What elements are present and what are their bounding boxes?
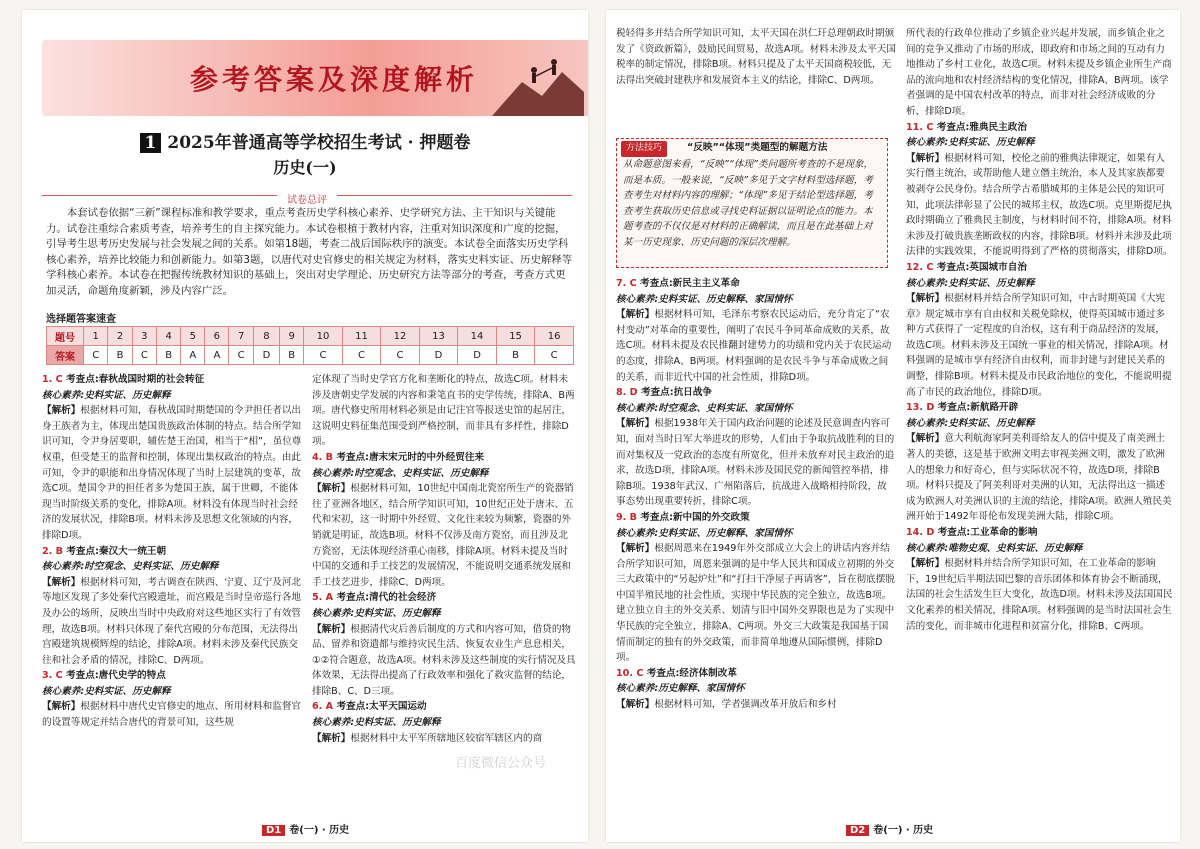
analysis-paragraph <box>312 481 576 590</box>
method-tip-box <box>616 138 888 268</box>
answer-cell: C <box>304 346 343 365</box>
question-answer: 2. B <box>42 545 63 557</box>
question-header <box>616 510 896 526</box>
question-answer: 12. C <box>906 261 934 273</box>
analysis-label: 【解析】 <box>312 623 351 635</box>
core-literacy: 核心素养:史料实证、历史解释、家国情怀 <box>616 293 793 305</box>
exam-point: 考查点:抗日战争 <box>640 387 712 399</box>
answer-table <box>46 326 574 365</box>
question-answer: 4. B <box>312 451 333 463</box>
question-answer: 5. A <box>312 592 334 604</box>
analysis-label: 【解析】 <box>616 309 655 321</box>
core-literacy: 核心素养:史料实证、历史解释 <box>42 389 171 401</box>
analysis-paragraph <box>312 372 576 450</box>
question-number-cell: 1 <box>84 327 108 346</box>
analysis-label: 【解析】 <box>312 483 351 495</box>
exam-point: 考查点:雅典民主政治 <box>936 121 1027 133</box>
exam-point: 考查点:春秋战国时期的社会转征 <box>66 374 205 385</box>
analysis-paragraph <box>906 291 1174 400</box>
core-literacy: 核心素养:史料实证、历史解释、家国情怀 <box>616 527 793 539</box>
question-answer: 11. C <box>906 121 934 133</box>
question-answer: 7. C <box>616 278 637 289</box>
page-footer-right <box>846 821 933 836</box>
question-number-cell: 4 <box>157 327 181 346</box>
exam-point: 考查点:工业革命的影响 <box>937 527 1038 538</box>
page-tag: D1 <box>262 825 285 836</box>
tip-body: 从命题意图来看，“反映”“体现”类问题所考查的不是现象，而是本质。一般来说，“反映”多见于文字材料型选择题，考查考生对材料内容的理解；“体现”多见于结论型选择题，考查考生获取历史信息或寻找史料证据以证明论点的能力。本题考查的不仅仅是对材料的正确解读，而且是在此基础上对某一历史现象、历史问题的深层次理解。 <box>623 159 874 248</box>
page-tag: D2 <box>846 825 869 836</box>
question-header <box>616 276 896 292</box>
answer-cell: B <box>280 346 304 365</box>
core-literacy: 核心素养:历史解释、家国情怀 <box>616 683 745 695</box>
answer-cell: D <box>253 346 279 365</box>
question-number-cell: 11 <box>342 327 381 346</box>
footer-text: 卷(一) · 历史 <box>873 825 934 836</box>
analysis-paragraph <box>906 151 1174 260</box>
question-header <box>312 699 576 715</box>
question-header <box>906 525 1174 541</box>
answer-cell: C <box>342 346 381 365</box>
right-column-1-top <box>616 26 896 88</box>
answer-cell: C <box>229 346 253 365</box>
subject-title: 历史(一) <box>273 158 337 177</box>
analysis-text: 定体现了当时史学官方化和垄断化的特点，故选C项。材料未涉及唐朝史学发展的内容和秉笔直书的史学传统，排除A、B两项。唐代修史所用材料必须是由记注官等报送史馆的起居注，这说明史料征集范围受到严格控制，而非具有多样性，排除D项。 <box>312 374 575 448</box>
analysis-text: 根据材料可知，考古调查在陕西、宁夏、辽宁及河北等地区发现了多处秦代宫殿遗址，而宫殿是当时皇帝巡行各地及办公的场所，反映出当时中央政府对这些地区实行了有效管理，故选B项。材料只体现了秦代宫殿的分布范围，无法得出宫殿建筑规模辉煌的结论，排除A项。材料未涉及秦代民族交往和社会矛盾的情况，排除C、D两项。 <box>42 576 302 666</box>
exam-number: 1 <box>140 133 162 153</box>
question-header <box>906 120 1174 136</box>
question-number-cell: 15 <box>496 327 535 346</box>
answer-cell: C <box>535 346 574 365</box>
question-number-cell: 5 <box>181 327 205 346</box>
question-answer: 1. C <box>42 374 63 385</box>
answer-cell: A <box>181 346 205 365</box>
question-header <box>312 450 576 466</box>
analysis-text: 根据材料可知，10世纪中国南北瓷窑所生产的瓷器销往了亚洲各地区，结合所学知识可知，10世纪正处于唐末、五代和宋初，这一时期中外经贸、文化往来较为频繁，瓷器的外销就是明证，故选B项。材料不仅涉及南方瓷窑，而且涉及北方瓷窑，无法体现经济重心南移，排除A项。材料未提及当时中国的交通和手工技艺的发展情况，不能说明交通系统发展和手工技艺进步，排除C、D两项。 <box>312 483 574 588</box>
analysis-paragraph <box>616 541 896 666</box>
question-number-label: 题号 <box>47 327 84 346</box>
analysis-paragraph <box>42 403 304 543</box>
page-footer-left <box>262 821 349 836</box>
banner-title: 参考答案及深度解析 <box>190 63 479 96</box>
answer-cell: D <box>419 346 458 365</box>
watermark-text: 百度微信公众号 <box>455 756 547 771</box>
analysis-label: 【解析】 <box>906 558 945 570</box>
exam-title <box>22 128 588 153</box>
core-literacy: 核心素养:时空观念、史料实证、历史解释 <box>42 561 219 573</box>
question-header <box>616 385 896 401</box>
exam-point: 考查点:唐末宋元时的中外经贸往来 <box>336 451 485 463</box>
summary-paragraph: 本套试卷依据“三新”课程标准和教学要求，重点考查历史学科核心素养、史学研究方法、主干知识与关键能力。试卷注重综合素质考查，培养考生的自主探究能力。本试卷根植于教材内容，注重对知识深度和广度的挖掘，引导考生思考历史发展与社会发展之间的关系。如第18题，考查二战后国际秩序的演变。本试卷全面落实历史学科核心素养，培养比较能力和创新能力。如第3题，以唐代对史官修史的相关规定为材料，落实史料实证、历史解释等学科核心素养。本试卷在把握传统教材知识的基础上，突出对史学理论、历史研究方法等部分的考查，考查方式更加灵活，命题角度新颖，涉及内容广泛。 <box>46 207 573 297</box>
left-page <box>22 10 588 842</box>
answer-cell: B <box>157 346 181 365</box>
analysis-text: 根据材料可知，校伦之前的雅典法律规定，如果有人实行僭主统治，或帮助他人建立僭主统治，本人及其家族都要被剥夺公民身份。结合所学古希腊城邦的主体是公民的知识可知，此项法律彰显了公民的城邦主权，故选C项。克里斯提尼执政时期确立了雅典民主制度，与材料时间不符，排除A项。材料未涉及打破贵族垄断政权的内容，排除B项。材料并未涉及此项法律的实践效果，不能说明得到了严格的贯彻落实，排除D项。 <box>906 152 1173 258</box>
analysis-label: 【解析】 <box>42 701 81 713</box>
analysis-label: 【解析】 <box>312 732 351 744</box>
analysis-text: 根据材料中太平军所辖地区较宿军辖区内的商 <box>350 732 543 744</box>
exam-point: 考查点:英国城市自治 <box>936 261 1027 273</box>
analysis-text: 根据材料并结合所学知识可知，在工业革命的影响下，19世纪后半期法国巴黎的音乐团体和体育协会不断涌现，法国的社会生活发生巨大变化，故选D项。材料未涉及法国国民文化素养的相关情况，排除A项。材料强调的是当时法国社会生活的变化，而非城市化进程和贫富分化，排除B、C两项。 <box>906 558 1173 632</box>
exam-point: 考查点:清代的社会经济 <box>336 592 437 604</box>
right-column-2 <box>906 26 1174 634</box>
question-header <box>42 372 304 388</box>
core-literacy: 核心素养:史料实证、历史解释 <box>906 417 1035 429</box>
exam-point: 考查点:新民主主义革命 <box>640 278 740 289</box>
question-answer: 9. B <box>616 511 637 523</box>
question-number-cell: 7 <box>229 327 253 346</box>
analysis-paragraph <box>616 697 896 713</box>
analysis-label: 【解析】 <box>906 293 945 305</box>
answer-label: 答案 <box>47 346 84 365</box>
analysis-label: 【解析】 <box>906 433 945 445</box>
analysis-label: 【解析】 <box>616 543 655 555</box>
analysis-paragraph <box>906 26 1174 120</box>
question-answer: 14. D <box>906 527 935 538</box>
question-header <box>616 666 896 682</box>
question-number-cell: 9 <box>280 327 304 346</box>
analysis-label: 【解析】 <box>906 152 945 164</box>
question-number-cell: 6 <box>205 327 229 346</box>
answer-cell: B <box>496 346 535 365</box>
summary-heading <box>42 188 572 206</box>
question-header <box>312 590 576 606</box>
analysis-text: 税轻得多并结合所学知识可知，太平天国在洪仁玕总理朝政时期颁发了《资政新篇》，鼓励民间贸易，故选A项。材料未涉及太平天国税率的制定情况，排除B项。材料只提及了太平天国商税较低，无法得出突破封建秩序和发展资本主义的结论，排除C、D两项。 <box>616 28 896 86</box>
analysis-paragraph <box>616 307 896 385</box>
core-literacy: 核心素养:史料实证、历史解释 <box>906 137 1035 149</box>
answer-cell: C <box>84 346 108 365</box>
analysis-paragraph <box>616 26 896 88</box>
right-page <box>606 10 1180 842</box>
analysis-text: 所代表的行政单位推动了乡镇企业兴起并发展，而乡镇企业之间的竞争又推动了市场的形成，即政府和市场之间的互动有力地推动了乡村工业化，故选C项。材料未提及乡镇企业所生产商品的流向地和农村经济结构的变化情况，排除A、B两项。该学者强调的是中国农村改革的特点，而非对社会经济成败的分析，排除D项。 <box>906 28 1172 117</box>
analysis-label: 【解析】 <box>42 576 81 588</box>
analysis-text: 根据周恩来在1949年外交部成立大会上的讲话内容并结合所学知识可知，周恩来强调的是中华人民共和国成立初期的外交三大政策中的“另起炉灶”和“打扫干净屋子再请客”，旨在彻底摆脱中国半殖民地的社会性质，实现中华民族的完全独立，故选B项。建立独立自主的外交关系、划清与旧中国外交界限也是为了实现中华民族的完全独立，排除A、C两项。外交三大政策是我国基于国情而制定的独有的外交政策，而非简单地遵从国际惯例，排除D项。 <box>616 543 895 664</box>
core-literacy: 核心素养:史料实证、历史解释 <box>42 685 171 697</box>
exam-point: 考查点:新中国的外交政策 <box>640 511 750 523</box>
analysis-paragraph <box>906 556 1174 634</box>
left-column-2 <box>312 372 576 746</box>
analysis-paragraph <box>906 431 1174 525</box>
answer-cell: B <box>108 346 132 365</box>
question-number-cell: 3 <box>132 327 156 346</box>
analysis-text: 根据1938年关于国内政治问题的论述及民意调查内容可知，面对当时日军大举进攻的形势，人们由于争取抗战胜利的目的而对集权及一党政治的态度有所宽化，但并未放弃对民主政治的追求，故选D项，排除A项。材料未涉及国民党的新闻管控举措，排除B项。1938年武汉、广州陷落后，抗战进入战略相持阶段，故事态势出现重要转折，排除C项。 <box>616 418 895 508</box>
analysis-text: 意大利航海家阿美利哥给友人的信中提及了南美洲土著人的美德，这是基于欧洲文明去审视美洲文明，激发了欧洲人的想象力和好奇心，但与实际状况不符，故选D项，排除B项。材料只提及了阿美利哥对美洲的认知，无法得出这一描述成为欧洲人对美洲认识的主流的结论，排除A项。欧洲人殖民美洲开始于1492年哥伦布发现美洲大陆，排除C项。 <box>906 433 1172 523</box>
analysis-text: 根据材料可知，学者强调改革开放后和乡村 <box>654 699 837 711</box>
analysis-text: 根据材料可知，毛泽东考察农民运动后，充分肯定了“农村变动”对革命的重要性，阐明了农民斗争同革命成败的关系，故选C项。材料未提及农民推翻封建势力的功绩和党内关于农民运动的态度，排除A、B两项。材料强调的是农民斗争与革命成败之间的关系，而非近代中国的社会性质，排除D项。 <box>616 309 892 383</box>
answer-cell: D <box>458 346 497 365</box>
question-header <box>42 668 304 684</box>
question-number-cell: 14 <box>458 327 497 346</box>
analysis-paragraph <box>42 575 304 669</box>
core-literacy: 核心素养:时空观念、史料实证、家国情怀 <box>616 402 793 414</box>
question-number-cell: 12 <box>381 327 420 346</box>
answer-cell: C <box>381 346 420 365</box>
exam-point: 考查点:秦汉大一统王朝 <box>66 545 167 557</box>
exam-point: 考查点:唐代史学的特点 <box>66 670 166 682</box>
question-number-cell: 13 <box>419 327 458 346</box>
question-answer: 13. D <box>906 402 935 414</box>
analysis-label: 【解析】 <box>616 699 655 711</box>
question-number-cell: 8 <box>253 327 279 346</box>
exam-point: 考查点:经济体制改革 <box>646 667 737 679</box>
core-literacy: 核心素养:史料实证、历史解释 <box>312 607 441 619</box>
tip-title: “反映”“体现”类题型的解题方法 <box>687 142 828 153</box>
analysis-text: 根据材料并结合所学知识可知，中古时期英国《大宪章》规定城市享有自由权和关税免除权，使得英国城市通过多种方式获得了一定程度的自治权，这有利于商品经济的发展，故选C项。材料未涉及王国统一事业的相关情况，排除A项。材料强调的是城市享有经济自由权利，而非封建与封建民关系的调整，排除B项。材料未提及市民政治地位的变化，不能说明提高了市民的政治地位，排除D项。 <box>906 293 1172 398</box>
question-answer: 3. C <box>42 670 63 682</box>
climbers-illustration <box>492 52 584 116</box>
question-header <box>42 544 304 560</box>
analysis-paragraph <box>42 699 304 730</box>
core-literacy: 核心素养:史料实证、历史解释 <box>312 717 441 729</box>
footer-text: 卷(一) · 历史 <box>289 825 350 836</box>
analysis-paragraph <box>312 622 576 700</box>
question-header <box>906 260 1174 276</box>
question-answer: 8. D <box>616 387 638 399</box>
summary-heading-label: 试卷总评 <box>277 191 337 206</box>
answer-banner <box>42 40 588 116</box>
analysis-paragraph <box>312 731 576 747</box>
exam-point: 考查点:太平天国运动 <box>336 701 427 713</box>
question-answer: 10. C <box>616 667 644 679</box>
analysis-text: 根据材料可知，春秋战国时期楚国的令尹担任者以出身王族者为主，体现出楚国贵族政治体制的特点。结合所学知识可知，令尹身居要职，辅佐楚王治国，相当于“相”，虽位尊权重，但受楚王的监督和控制，体现出集权政治的特点。由此可知，令尹的职能和出身情况体现了当时上层建筑的变革，故选C项。楚国令尹的担任者多为楚国王族，属于世卿，不能体现当时阶级关系的变化，排除A项。材料没有体现当时社会经济的发展状况，排除B项。材料未涉及思想文化领域的内容，排除D项。 <box>42 405 302 541</box>
analysis-paragraph <box>616 416 896 510</box>
right-column-1 <box>616 276 896 713</box>
left-column-1 <box>42 372 304 731</box>
question-number-cell: 10 <box>304 327 343 346</box>
analysis-label: 【解析】 <box>42 405 81 417</box>
answer-table-title: 选择题答案速查 <box>46 314 116 325</box>
answer-cell: A <box>205 346 229 365</box>
question-answer: 6. A <box>312 701 334 713</box>
analysis-label: 【解析】 <box>616 418 655 430</box>
analysis-text: 根据清代灾后善后制度的方式和内容可知，借贷的物品、留养和资遣都与维持灾民生活、恢复农业生产息息相关，①②符合题意，故选A项。材料未涉及这些制度的实行情况及具体效果，无法得出提高了行政效率和强化了救灾监督的结论，排除B、C、D三项。 <box>312 623 576 697</box>
tip-badge: 方法技巧 <box>621 141 667 157</box>
analysis-text: 根据材料中唐代史官修史的地点、所用材料和监督官的设置等规定并结合唐代的背景可知，这些规 <box>42 701 302 729</box>
question-header <box>906 400 1174 416</box>
core-literacy: 核心素养:史料实证、历史解释 <box>906 277 1035 289</box>
answer-cell: C <box>132 346 156 365</box>
question-number-cell: 16 <box>535 327 574 346</box>
question-number-cell: 2 <box>108 327 132 346</box>
exam-title-text: 2025年普通高等学校招生考试 · 押题卷 <box>167 133 471 153</box>
core-literacy: 核心素养:唯物史观、史料实证、历史解释 <box>906 542 1083 554</box>
exam-point: 考查点:新航路开辟 <box>937 402 1019 414</box>
core-literacy: 核心素养:时空观念、史料实证、历史解释 <box>312 467 489 479</box>
